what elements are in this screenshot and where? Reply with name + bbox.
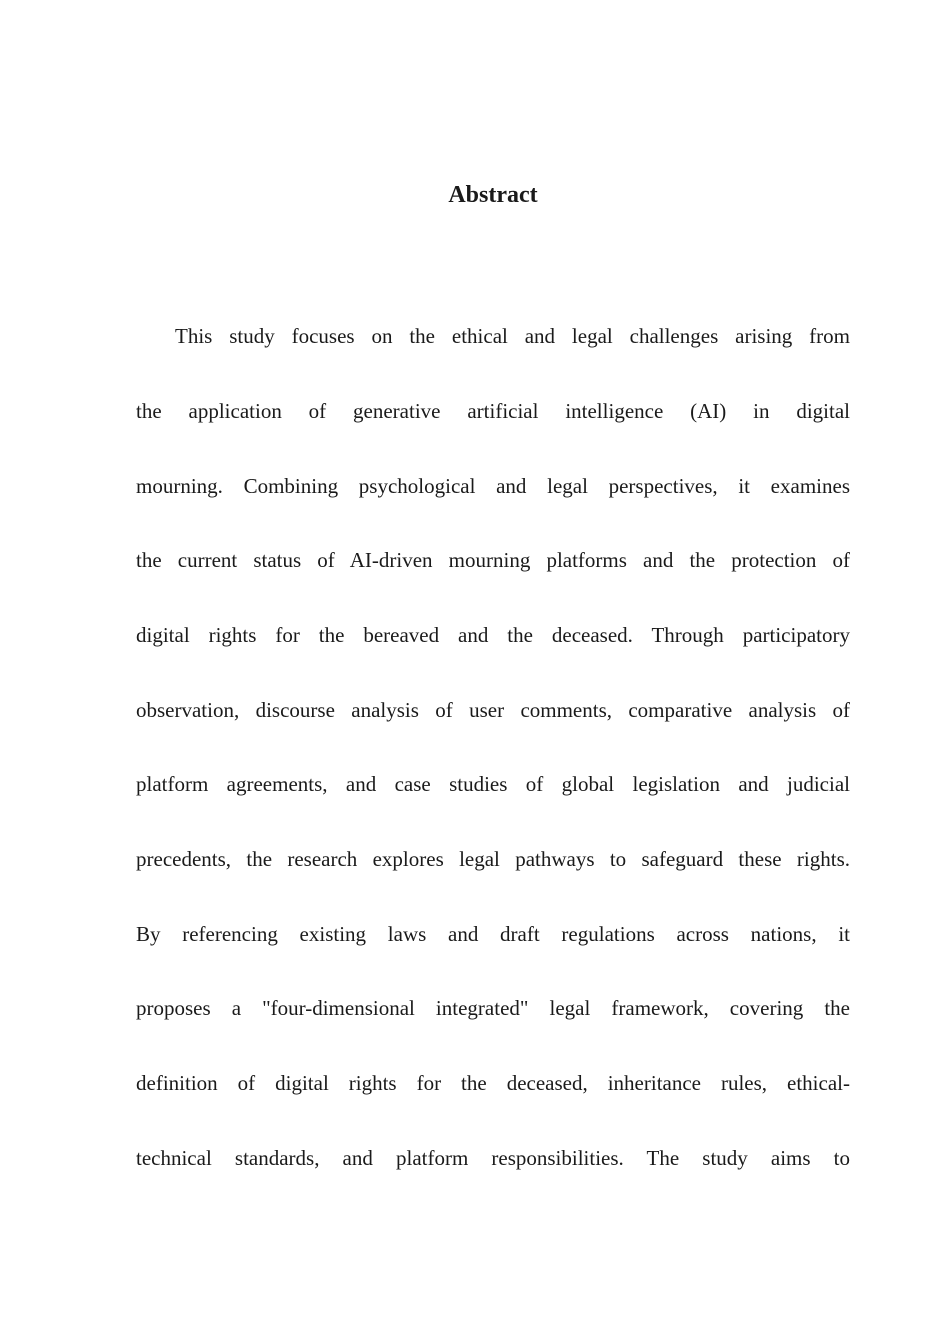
abstract-title: Abstract	[448, 182, 538, 208]
abstract-line-1: This study focuses on the ethical and legal challenges arising from	[175, 324, 850, 348]
abstract-line-12: technical standards, and platform responsibilities. The study aims to	[136, 1146, 850, 1170]
abstract-line-9: By referencing existing laws and draft regulations across nations, it	[136, 922, 850, 946]
abstract-line-3: mourning. Combining psychological and legal perspectives, it examines	[136, 474, 850, 498]
abstract-line-10: proposes a "four-dimensional integrated" legal framework, covering the	[136, 996, 850, 1020]
abstract-line-6: observation, discourse analysis of user comments, comparative analysis of	[136, 698, 850, 722]
abstract-line-11: definition of digital rights for the deceased, inheritance rules, ethical-	[136, 1071, 850, 1095]
abstract-line-4: the current status of AI-driven mourning platforms and the protection of	[136, 548, 850, 572]
abstract-line-8: precedents, the research explores legal pathways to safeguard these rights.	[136, 847, 850, 871]
abstract-line-5: digital rights for the bereaved and the deceased. Through participatory	[136, 623, 850, 647]
abstract-line-2: the application of generative artificial intelligence (AI) in digital	[136, 399, 850, 423]
abstract-line-7: platform agreements, and case studies of global legislation and judicial	[136, 772, 850, 796]
